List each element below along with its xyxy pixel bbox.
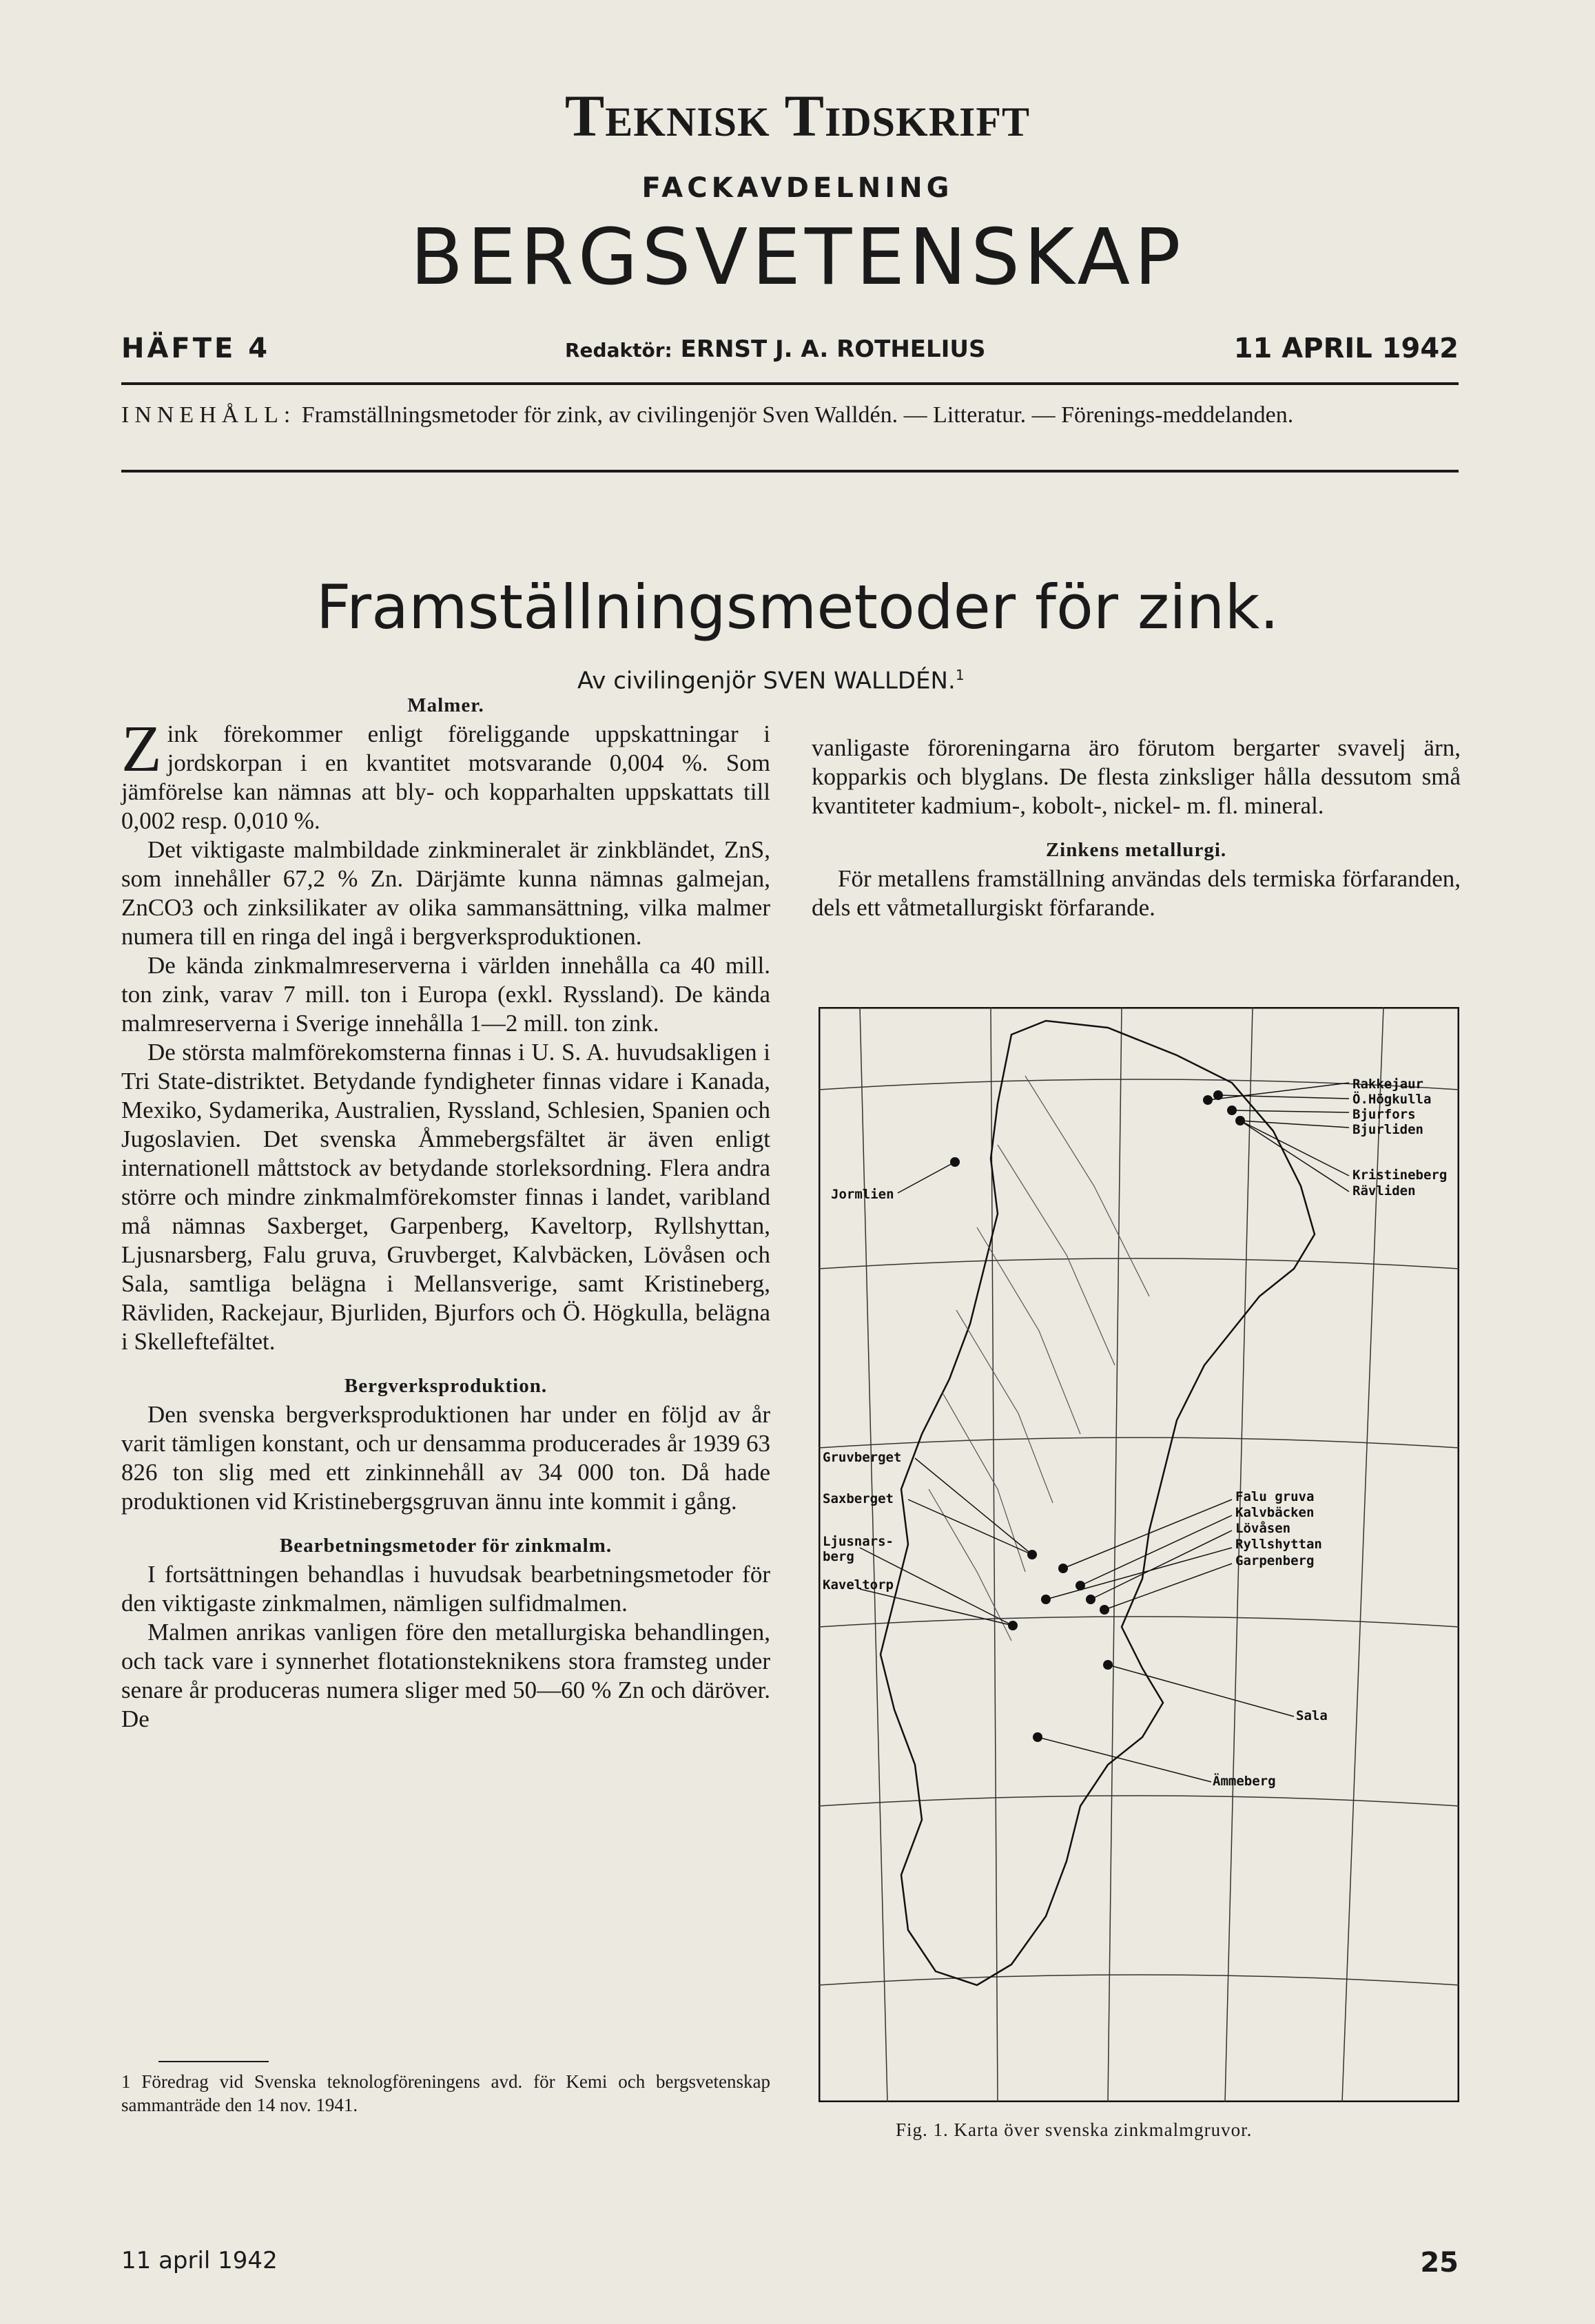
article-column-right xyxy=(812,734,1461,922)
map-label-ravliden: Rävliden xyxy=(1352,1183,1416,1199)
heading-bergverksproduktion: Bergverksproduktion. xyxy=(344,1375,548,1397)
issue-date: 11 APRIL 1942 xyxy=(1233,333,1459,364)
paragraph: I fortsättningen behandlas i huvudsak bearbetningsmetoder för den viktigaste zinkmalmen, nämligen sulfidmalmen. xyxy=(121,1561,770,1617)
map-label-ljusnarsberg-2: berg xyxy=(823,1549,854,1564)
page-number: 25 xyxy=(1420,2247,1459,2279)
table-of-contents xyxy=(121,400,1468,431)
leader-lines xyxy=(860,1083,1349,1782)
map-label-saxberget: Saxberget xyxy=(823,1491,894,1506)
footer-date: 11 april 1942 xyxy=(121,2247,278,2274)
journal-title: Teknisk Tidskrift xyxy=(564,83,1031,149)
map-label-rakkejaur: Rakkejaur xyxy=(1352,1077,1423,1092)
map-figure xyxy=(819,1007,1459,2102)
article-column-left xyxy=(121,691,770,1734)
section-label: FACKAVDELNING xyxy=(641,172,954,204)
heading-zinkens-metallurgi: Zinkens metallurgi. xyxy=(1045,839,1227,861)
map-label-jormlien: Jormlien xyxy=(831,1187,894,1202)
paragraph: Malmen anrikas vanligen före den metallurgiska behandlingen, och tack vare i synnerhet flotationsteknikens stora framsteg under senare år produceras numera sliger med 50—60 % Zn och däröver. De xyxy=(121,1619,770,1732)
editor-prefix: Redaktör: xyxy=(565,339,672,362)
toc-text: Framställningsmetoder för zink, av civilingenjör Sven Walldén. — Litteratur. — Förenings-meddelanden. xyxy=(301,402,1294,428)
map-label-bjurliden: Bjurliden xyxy=(1352,1122,1423,1137)
rivers xyxy=(929,1076,1149,1641)
map-label-ljusnarsberg-1: Ljusnars- xyxy=(823,1534,894,1549)
paragraph: Det viktigaste malmbildade zinkmineralet är zinkbländet, ZnS, som innehåller 67,2 % Zn. Därjämte kunna nämnas galmejan, ZnCO3 och zinksilikater av olika sammansättning, vilka malmer numera till en ringa del ingå i bergverksproduktionen. xyxy=(121,836,770,950)
byline-text: Av civilingenjör SVEN WALLDÉN. xyxy=(577,667,956,695)
paragraph: vanligaste föroreningarna äro förutom bergarter svavelj ärn, kopparkis och blyglans. De flesta zinksliger hålla dessutom små kvantiteter kadmium-, kobolt-, nickel- m. fl. mineral. xyxy=(812,734,1461,819)
paragraph: Den svenska bergverksproduktionen har under en följd av år varit tämligen konstant, och ur densamma producerades år 1939 63 826 ton slig med ett zinkinnehåll av 34 000 ton. Då hade produktionen vid Kristinebergsgruvan ännu inte kommit i gång. xyxy=(121,1401,770,1515)
drop-cap: Z xyxy=(121,712,162,785)
footnote-rule xyxy=(158,2061,269,2062)
editor-name: ERNST J. A. ROTHELIUS xyxy=(680,335,986,363)
sweden-zinc-mines-map xyxy=(819,1007,1459,2102)
issue-number: HÄFTE 4 xyxy=(121,333,271,364)
paragraph-text: ink förekommer enligt föreliggande uppskattningar i jordskorpan i en kvantitet motsvarande 0,004 %. Som jämförelse kan nämnas att bly- och kopparhalten uppskattats till 0,002 resp. 0,010 %. xyxy=(121,720,770,834)
article-title: Framställningsmetoder för zink. xyxy=(316,572,1279,643)
paragraph: De kända zinkmalmreserverna i världen innehålla ca 40 mill. ton zink, varav 7 mill. ton i Europa (exkl. Ryssland). De kända malmreserverna i Sverige innehålla 1—2 mill. ton zink. xyxy=(121,952,770,1037)
footnote: 1 Föredrag vid Svenska teknologföreningens avd. för Kemi och bergsvetenskap sammanträde den 14 nov. 1941. xyxy=(121,2071,770,2115)
map-label-kristineberg: Kristineberg xyxy=(1352,1168,1448,1183)
toc-rule xyxy=(121,470,1459,473)
map-label-gruvberget: Gruvberget xyxy=(823,1450,902,1465)
paragraph: För metallens framställning användas dels termiska förfaranden, dels ett våtmetallurgiskt förfarande. xyxy=(812,865,1461,921)
map-label-kaveltorp: Kaveltorp xyxy=(823,1577,894,1592)
toc-label: INNEHÅLL: xyxy=(121,402,296,428)
masthead-rule xyxy=(121,382,1459,385)
figure-caption: Fig. 1. Karta över svenska zinkmalmgruvor. xyxy=(896,2119,1253,2140)
heading-bearbetningsmetoder: Bearbetningsmetoder för zinkmalm. xyxy=(279,1535,613,1557)
map-label-sala: Sala xyxy=(1296,1708,1328,1723)
byline-footnote-mark: 1 xyxy=(955,667,965,683)
heading-malmer: Malmer. xyxy=(407,694,484,716)
paragraph xyxy=(121,712,770,836)
map-label-falu-gruva: Falu gruva xyxy=(1235,1489,1315,1504)
editor-line xyxy=(565,335,985,363)
map-label-lovasen: Lövåsen xyxy=(1235,1521,1291,1536)
map-label-ammeberg: Ämmeberg xyxy=(1213,1774,1276,1789)
map-label-bjurfors: Bjurfors xyxy=(1352,1107,1416,1122)
map-label-ryllshyttan: Ryllshyttan xyxy=(1235,1537,1322,1552)
map-label-kalvbacken: Kalvbäcken xyxy=(1235,1505,1315,1520)
map-label-garpenberg: Garpenberg xyxy=(1235,1553,1315,1568)
paragraph: De största malmförekomsterna finnas i U. S. A. huvudsakligen i Tri State-distriktet. Betydande fyndigheter finnas vidare i Kanada, Mexiko, Sydamerika, Australien, Ryssland, Schlesien, Spanien och Jugoslavien. Det svenska Åmmebergsfältet är även enligt internationell måttstock av betydande storleksordning. Flera andra större och mindre zinkmalmförekomster finnas i landet, varibland må nämnas Saxberget, Garpenberg, Kaveltorp, Ryllshyttan, Ljusnarsberg, Falu gruva, Gruvberget, Kalvbäcken, Lövåsen och Sala, samtliga belägna i Mellansverige, samt Kristineberg, Rävliden, Rackejaur, Bjurliden, Bjurfors och Ö. Högkulla, belägna i Skelleftefältet. xyxy=(121,1039,770,1355)
subject-title: BERGSVETENSKAP xyxy=(410,213,1185,302)
map-label-hogkulla: Ö.Högkulla xyxy=(1352,1092,1432,1107)
